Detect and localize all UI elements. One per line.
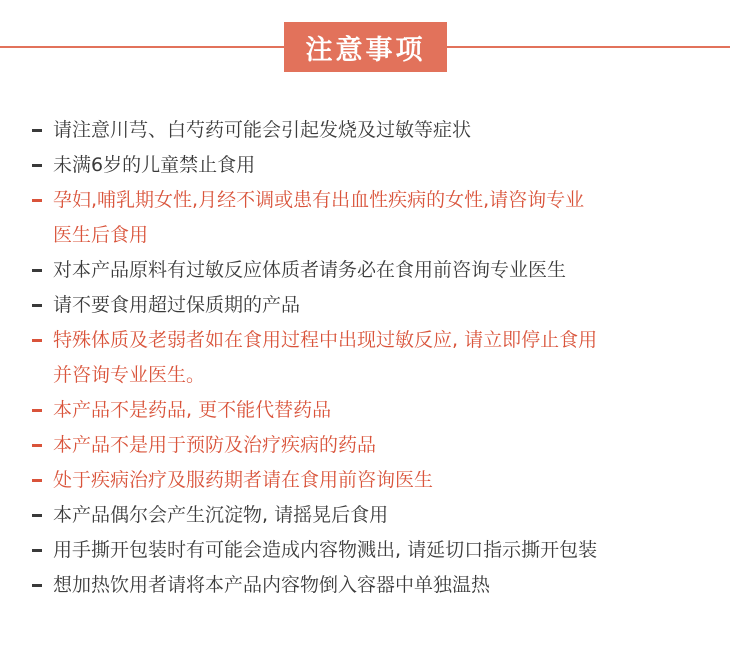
- precaution-item: [0, 183, 730, 253]
- precaution-item: [0, 393, 730, 428]
- precaution-text: 用手撕开包装时有可能会造成内容物溅出, 请延切口指示撕开包装: [53, 539, 598, 561]
- precaution-text: 处于疾病治疗及服药期者请在食用前咨询医生: [53, 469, 434, 491]
- precaution-item: [0, 533, 730, 568]
- dash-bullet-icon: [32, 409, 42, 412]
- dash-bullet-icon: [32, 339, 42, 342]
- dash-bullet-icon: [32, 199, 42, 202]
- dash-bullet-icon: [32, 514, 42, 517]
- precaution-text: 医生后食用: [53, 224, 149, 246]
- precaution-text: 孕妇,哺乳期女性,月经不调或患有出血性疾病的女性,请咨询专业: [53, 189, 585, 211]
- dash-bullet-icon: [32, 304, 42, 307]
- precaution-text: 本产品不是用于预防及治疗疾病的药品: [53, 434, 377, 456]
- precaution-text: 本产品偶尔会产生沉淀物, 请摇晃后食用: [53, 504, 389, 526]
- dash-bullet-icon: [32, 549, 42, 552]
- precaution-text: 请注意川芎、白芍药可能会引起发烧及过敏等症状: [53, 119, 472, 141]
- section-title: 注意事项: [284, 22, 447, 72]
- dash-bullet-icon: [32, 129, 42, 132]
- precaution-text: 未满6岁的儿童禁止食用: [53, 154, 256, 176]
- dash-bullet-icon: [32, 444, 42, 447]
- header-divider-left: [0, 46, 284, 48]
- dash-bullet-icon: [32, 269, 42, 272]
- precaution-item: [0, 498, 730, 533]
- precaution-text: 并咨询专业医生。: [53, 364, 206, 386]
- section-header: [0, 22, 730, 72]
- dash-bullet-icon: [32, 584, 42, 587]
- precaution-text: 本产品不是药品, 更不能代替药品: [53, 399, 332, 421]
- precaution-text: 请不要食用超过保质期的产品: [53, 294, 301, 316]
- precaution-item: [0, 323, 730, 393]
- header-divider-right: [447, 46, 730, 48]
- precaution-item: [0, 113, 730, 148]
- dash-bullet-icon: [32, 479, 42, 482]
- precaution-text: 对本产品原料有过敏反应体质者请务必在食用前咨询专业医生: [53, 259, 567, 281]
- precaution-text: 特殊体质及老弱者如在食用过程中出现过敏反应, 请立即停止食用: [53, 329, 598, 351]
- precautions-list: [0, 113, 730, 603]
- precaution-item: [0, 428, 730, 463]
- precaution-item: [0, 288, 730, 323]
- precaution-item: [0, 568, 730, 603]
- precaution-item: [0, 253, 730, 288]
- precaution-text: 想加热饮用者请将本产品内容物倒入容器中单独温热: [53, 574, 491, 596]
- dash-bullet-icon: [32, 164, 42, 167]
- precaution-item: [0, 463, 730, 498]
- precaution-item: [0, 148, 730, 183]
